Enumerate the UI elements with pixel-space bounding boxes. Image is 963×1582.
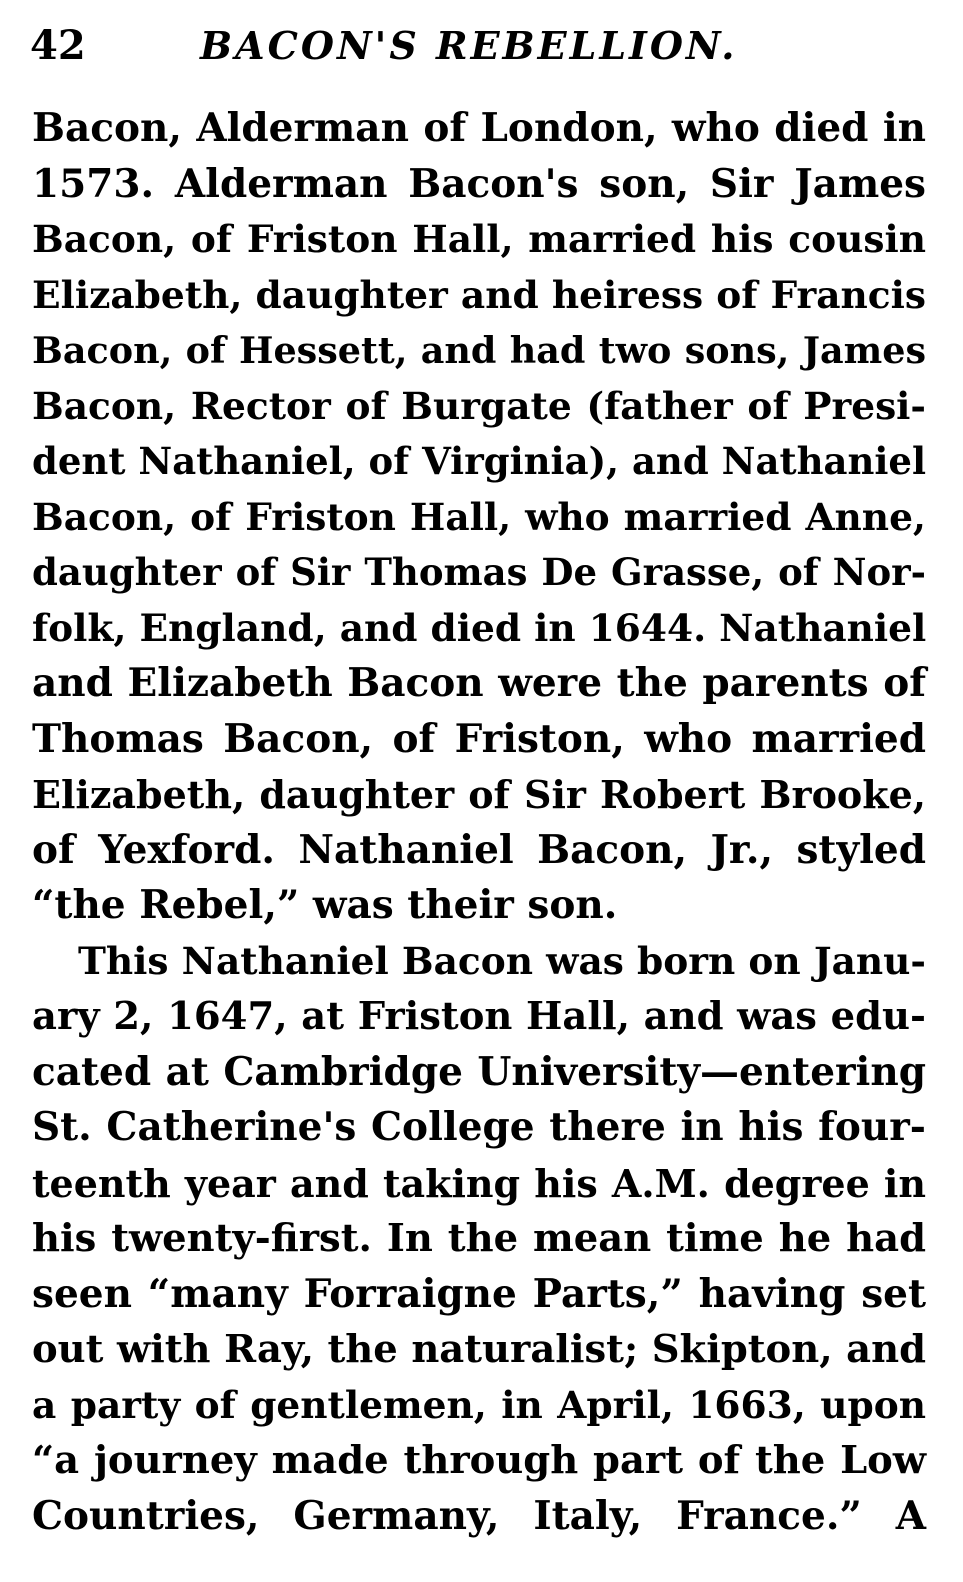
paragraph-1 (32, 101, 926, 934)
text-line: a party of gentlemen, in April, 1663, upon (32, 1382, 926, 1427)
text-line: Bacon, of Friston Hall, who married Anne, (32, 494, 926, 539)
text-line: and Elizabeth Bacon were the parents of (32, 660, 926, 706)
text-line: “the Rebel,” was their son. (32, 882, 618, 928)
text-line: St. Catherine's College there in his four- (32, 1104, 926, 1150)
running-head (30, 14, 930, 74)
text-line: seen “many Forraigne Parts,” having set (32, 1270, 926, 1317)
text-line: ary 2, 1647, at Friston Hall, and was edu- (32, 994, 926, 1039)
paragraph-2 (32, 934, 926, 1545)
text-line: of Yexford. Nathaniel Bacon, Jr., styled (32, 826, 926, 873)
text-line: folk, England, and died in 1644. Nathaniel (32, 605, 927, 650)
text-line: Countries, Germany, Italy, France.” A (32, 1492, 926, 1539)
text-line: teenth year and taking his A.M. degree in (32, 1160, 926, 1206)
text-line: Elizabeth, daughter of Sir Robert Brooke, (32, 772, 926, 817)
text-line: cated at Cambridge University—entering (32, 1048, 926, 1095)
text-line: out with Ray, the naturalist; Skipton, and (32, 1327, 926, 1372)
text-line: Bacon, Rector of Burgate (father of Presi- (32, 383, 926, 428)
body-text (32, 101, 926, 1544)
text-line: Bacon, of Hessett, and had two sons, James (32, 329, 926, 372)
text-line: Elizabeth, daughter and heiress of Francis (32, 272, 926, 317)
text-line: Bacon, of Friston Hall, married his cousin (32, 217, 926, 261)
text-line: Bacon, Alderman of London, who died in (32, 105, 926, 151)
running-title: BACON'S REBELLION. (200, 23, 738, 68)
text-line: Thomas Bacon, of Friston, who married (32, 715, 926, 762)
text-line: This Nathaniel Bacon was born on Janu- (78, 938, 926, 983)
text-line: dent Nathaniel, of Virginia), and Nathaniel (32, 439, 926, 483)
text-line: daughter of Sir Thomas De Grasse, of Nor- (32, 550, 926, 594)
text-line: “a journey made through part of the Low (32, 1438, 926, 1483)
page-number: 42 (30, 22, 86, 69)
text-line: 1573. Alderman Bacon's son, Sir James (32, 160, 926, 207)
text-line: his twenty-first. In the mean time he had (32, 1216, 926, 1261)
